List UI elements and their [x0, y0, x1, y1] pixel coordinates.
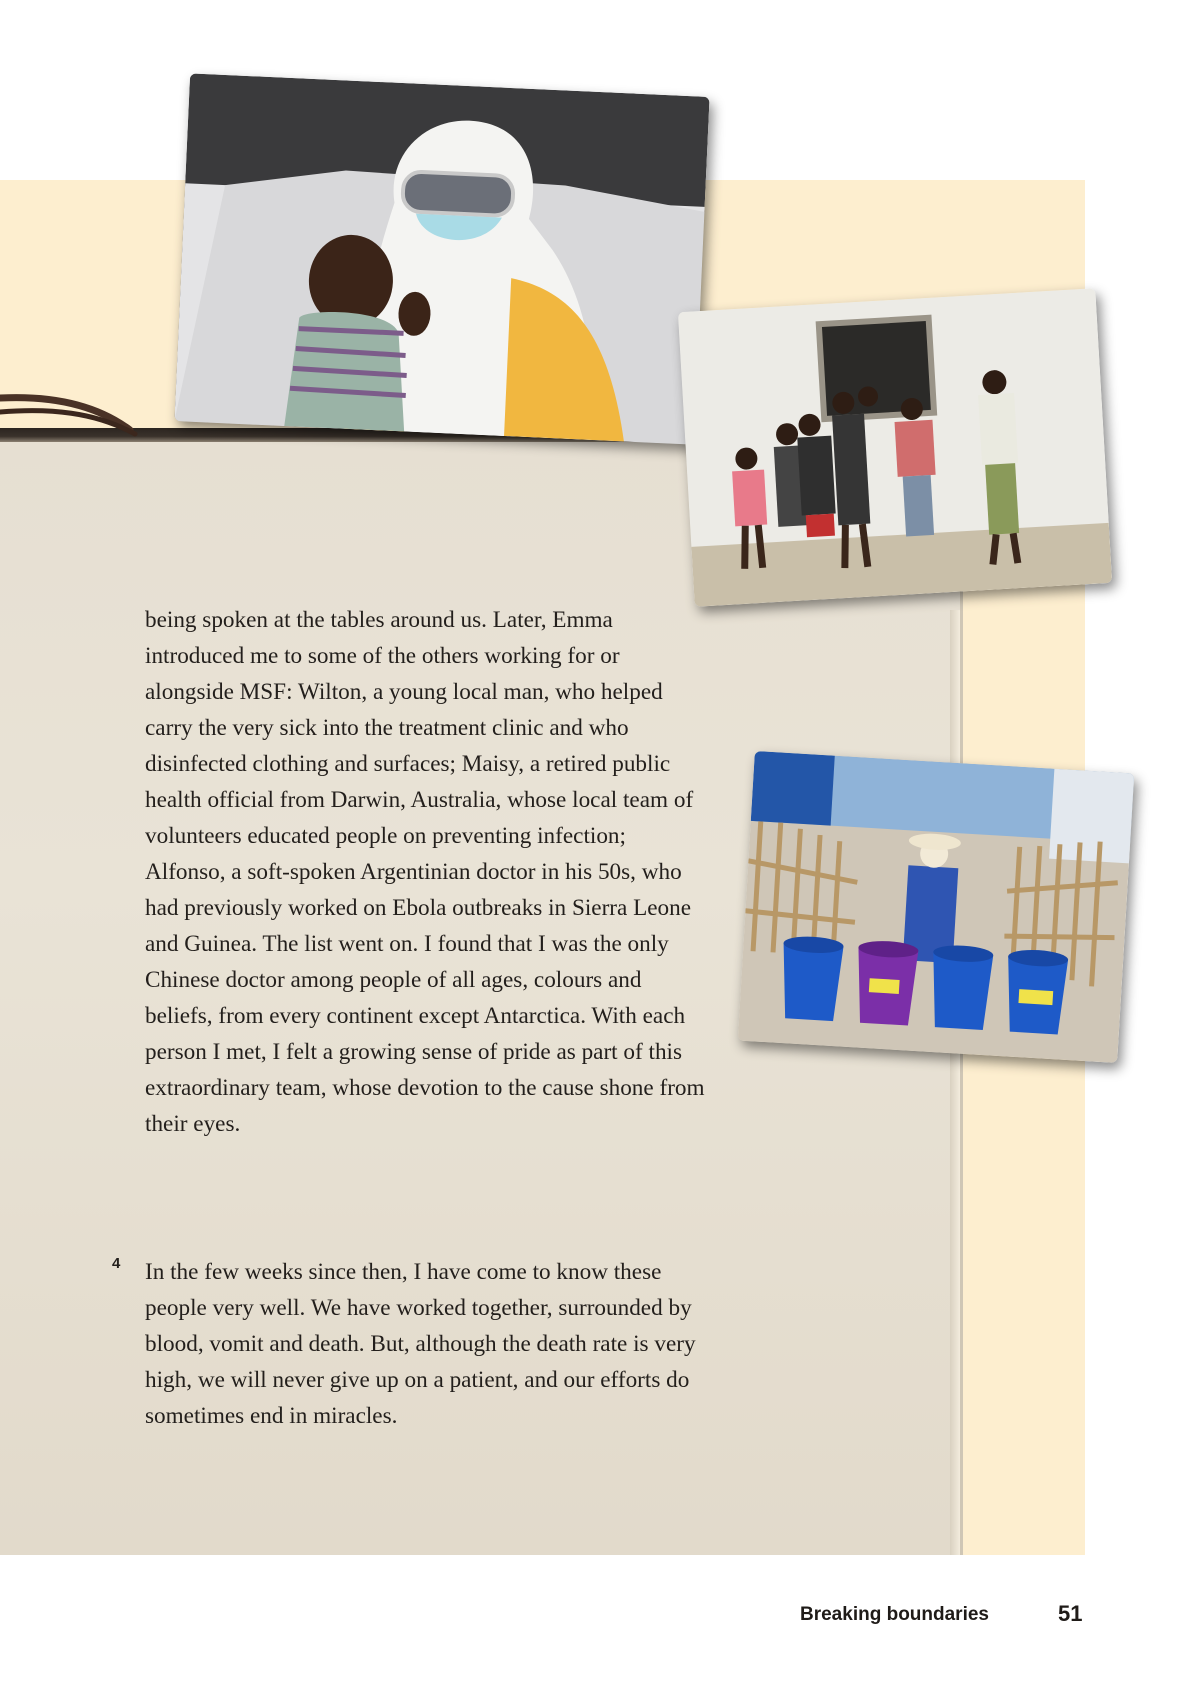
paragraph-number: 4: [112, 1255, 121, 1272]
notebook-lace-illustration: [0, 390, 150, 440]
notebook-spine-shadow: [950, 610, 960, 1555]
page-number: 51: [1058, 1601, 1083, 1626]
photo-children-group: [678, 288, 1112, 607]
paragraph-4: In the few weeks since then, I have come to know these people very well. We have worked together, surrounded by blood, vomit and death. But, although the death rate is very high, we will never give up on a patient, and our efforts do sometimes end in miracles.: [145, 1259, 696, 1429]
footer-unit-title: Breaking boundaries: [800, 1604, 989, 1625]
photo-health-worker-with-child: [174, 73, 709, 444]
photo-worker-with-buckets: [738, 751, 1135, 1063]
paragraph-3-continuation: being spoken at the tables around us. Later, Emma introduced me to some of the others working for or alongside MSF: Wilton, a young local man, who helped carry the very sick into the treatment clinic and who disinfected clothing and surfaces; Maisy, a retired public health official from Darwin, Australia, whose local team of volunteers educated people on preventing infection; Alfonso, a soft-spoken Argentinian doctor in his 50s, who had previously worked on Ebola outbreaks in Sierra Leone and Guinea. The list went on. I found that I was the only Chinese doctor among people of all ages, colours and beliefs, from every continent except Antarctica. With each person I met, I felt a growing sense of pride as part of this extraordinary team, whose devotion to the cause shone from their eyes.: [145, 607, 705, 1137]
